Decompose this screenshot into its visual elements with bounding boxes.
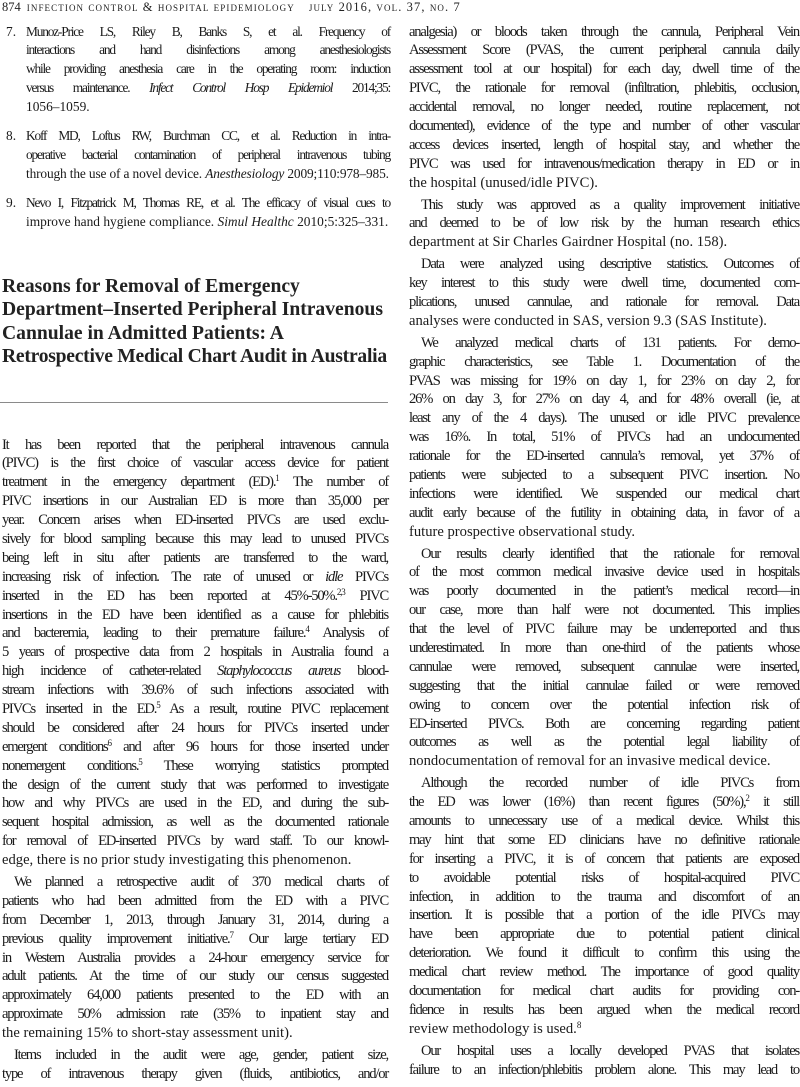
text-line: Reasons for Removal of Emergency (2, 276, 300, 297)
text-line: cannulae were removed, subsequent cannulae were inserted, (409, 658, 799, 675)
citation-superscript: 6 (107, 737, 111, 748)
text-line: documentation for medical chart audits for providing con- (409, 983, 799, 1000)
text-line: deterioration. We found it difficult to confirm this using the (409, 945, 799, 962)
citation-superscript: 2,3 (336, 586, 345, 597)
text-run: blood- (340, 663, 389, 680)
text-line: Cannulae in Admitted Patients: A (2, 322, 284, 344)
text-line: key interest to this study were dwell time, documented com- (409, 275, 799, 292)
text-line: future prospective observational study. (409, 523, 636, 540)
text-line: plications, unused cannulae, and rationale for removal. Data (409, 293, 799, 310)
text-line: medical chart review method. The importance of good quality (409, 964, 799, 981)
paragraph (409, 1042, 799, 1080)
text-line: for removal of ED-inserted PIVCs by ward staff. To our knowl- (2, 833, 388, 850)
text-line: that the level of PIVC failure may be underreported and thus (409, 621, 799, 638)
text-line: edge, there is no prior study investigating this phenomenon. (2, 852, 352, 869)
text-run: versus maintenance. (26, 80, 150, 96)
italic-text: Staphylococcus aureus (217, 663, 341, 680)
text-line: infection, in addition to the trauma and discomfort of an (409, 888, 799, 905)
text-line: adult patients. At the time of our study our census suggested (2, 968, 388, 985)
text-run: These worrying statistics prompted (141, 757, 388, 774)
text-run: high incidence of catheter-related (2, 663, 218, 680)
text-line: ED-inserted PIVCs. Both are concerning regarding patient (409, 715, 799, 732)
text-line: PIVC was used for intravenous/medication therapy in ED or in (409, 155, 799, 172)
reference-item (4, 23, 390, 117)
italic-text: Simul Healthc (217, 213, 294, 229)
text-line: the remaining 15% to short-stay assessment unit). (2, 1025, 293, 1042)
left-column-body (2, 436, 388, 1087)
text-line: Our hospital uses a locally developed PVAS that isolates (421, 1042, 799, 1059)
paragraph (2, 873, 388, 1043)
text-line: should be considered after 24 hours for PIVCs inserted under (2, 719, 388, 736)
italic-text: Anesthesiology (205, 165, 285, 181)
text-line (409, 793, 799, 812)
text-run: improve hand hygiene compliance. (26, 213, 218, 229)
reference-item (4, 127, 390, 184)
text-line: sively for blood sampling because this may lead to unused PIVCs (2, 530, 388, 547)
text-line: 5 years of prospective data from 2 hospitals in Australia found a (2, 644, 388, 661)
issue-info: july 2016, vol. 37, no. 7 (308, 0, 461, 14)
citation-superscript: 5 (156, 700, 160, 710)
text-line: PIVC insertions in our Australian ED is more than 35,000 per (2, 493, 388, 510)
text-line: being left in situ after patients are transferred to the ward, (2, 549, 388, 566)
text-line: accidental removal, no longer needed, routine replacement, not (409, 99, 799, 116)
text-run: Our large tertiary ED (232, 930, 388, 947)
text-line (2, 930, 388, 949)
text-line: nondocumentation of removal for an invasive medical device. (409, 753, 771, 770)
text-run: previous quality improvement initiative. (2, 930, 230, 947)
text-line: outcomes as well as the potential legal liability of (409, 734, 799, 751)
text-line: while providing anesthesia care in the operating room: induction (26, 61, 390, 77)
reference-number: 9. (6, 194, 17, 210)
text-line: fidence in results has been argued when the medical record (409, 1001, 799, 1018)
text-line: Retrospective Medical Chart Audit in Australia (2, 345, 387, 367)
text-line: access devices inserted, length of hospital stay, and whether the (409, 136, 799, 153)
text-line: Koff MD, Loftus RW, Burchman CC, et al. Reduction in intra- (26, 127, 390, 143)
text-line: may hint that some ED clinicians have no definitive rationale (409, 831, 799, 848)
text-run: and after 96 hours for those inserted under (110, 738, 388, 755)
text-run: PIVCs inserted in the ED. (2, 700, 157, 717)
text-run: inserted in the ED has been reported at 45%-50%. (2, 587, 337, 604)
paragraph (409, 255, 799, 331)
text-line: Department–Inserted Peripheral Intravenous (2, 299, 383, 321)
text-line: Data were analyzed using descriptive statistics. Outcomes of (421, 256, 799, 273)
text-run: the ED was lower (16%) than recent figures (50%), (409, 794, 746, 811)
text-run: it still (748, 794, 799, 811)
citation-superscript: 8 (576, 1019, 582, 1030)
text-line: to avoidable potential risks of hospital-acquired PIVC (409, 869, 799, 886)
text-line: the hospital (unused/idle PIVC). (409, 174, 598, 191)
text-line: have been appropriate due to potential patient clinical (409, 926, 799, 943)
article-title (2, 275, 388, 368)
text-line: documented), evidence of the type and number of other vascular (409, 117, 799, 134)
text-line: department at Sir Charles Gairdner Hospital (no. 158). (409, 234, 728, 251)
text-run: 2009;110:978–985. (284, 165, 389, 181)
text-line: assessment tool at our hospital) for each day, dwell time of the (409, 61, 799, 78)
page-number: 874 (2, 0, 21, 14)
italic-text: idle (325, 568, 343, 585)
paragraph (409, 23, 799, 193)
text-line (2, 568, 388, 587)
paragraph (2, 436, 388, 870)
text-line: analyses were conducted in SAS, version 9.3 (SAS Institute). (409, 312, 767, 329)
text-line: 1056–1059. (26, 99, 90, 115)
text-run: 2010;5:325–331. (293, 213, 389, 229)
text-line: 26% on day 3, for 27% on day 4, and for 48% overall (ie, at (409, 391, 799, 408)
text-line: and deemed to be of low risk by the human research ethics (409, 215, 799, 232)
text-line: underestimated. In more than one-third of the patients whose (409, 640, 799, 656)
text-line (2, 662, 388, 681)
text-line: patients who had been admitted from the ED with a PIVC (2, 892, 388, 909)
text-line: approximate 50% admission rate (35% to inpatient stay and (2, 1006, 388, 1023)
text-line: rationale for the ED-inserted cannula’s removal, yet 37% of (409, 448, 799, 465)
text-line (2, 624, 388, 643)
text-line: insertions in the ED have been identified as a cause for phlebitis (2, 606, 388, 623)
text-line: failure to an infection/phlebitis problem alone. This may lead to (409, 1061, 799, 1078)
journal-name: infection control & hospital epidemiology (26, 0, 295, 14)
text-line: the design of the current study that was performed to investigate (2, 776, 388, 793)
text-line: owing to concern over the potential infection risk of (409, 696, 799, 713)
text-run: treatment in the emergency department (ED). (2, 474, 276, 491)
text-line: of the most common medical invasive device used in hospitals (409, 564, 799, 581)
text-line: audit early because of the futility in obtaining data, in favor of a (409, 504, 799, 521)
text-run: As a result, routine PIVC replacement (159, 700, 388, 717)
text-run: 2014;35: (332, 80, 390, 96)
text-line (2, 700, 388, 719)
text-line: This study was approved as a quality improvement initiative (421, 196, 799, 213)
text-line: It has been reported that the peripheral intravenous cannula (2, 436, 388, 453)
text-run: increasing risk of infection. The rate of unused or (2, 568, 326, 585)
text-line: Munoz-Price LS, Riley B, Banks S, et al. Frequency of (26, 23, 390, 39)
text-line: graphic characteristics, see Table 1. Documentation of the (409, 353, 799, 370)
text-line: We planned a retrospective audit of 370 medical charts of (14, 873, 388, 890)
text-run: The number of (278, 474, 388, 491)
text-line: analgesia) or bloods taken through the cannula, Peripheral Vein (409, 23, 799, 40)
text-line: patients were subjected to a subsequent PIVC insertion. No (409, 466, 799, 483)
text-line: infections were identified. We suspended our medical chart (409, 485, 799, 502)
citation-superscript: 5 (138, 756, 142, 767)
text-line: Items included in the audit were age, gender, patient size, (14, 1047, 388, 1063)
text-line: for inserting a PIVC, it is of concern that patients are exposed (409, 850, 799, 867)
paragraph (2, 1046, 388, 1084)
text-line (26, 213, 390, 232)
text-run: and bacteremia, leading to their premature failure. (2, 625, 306, 642)
text-line: interactions and hand disinfections among anesthesiologists (26, 42, 390, 58)
text-line (2, 473, 388, 492)
reference-list (4, 23, 390, 242)
text-run: nonemergent conditions. (2, 757, 139, 774)
text-line (2, 738, 388, 757)
text-line: Our results clearly identified that the rationale for removal (421, 545, 799, 562)
text-run: PIVC (344, 587, 388, 604)
citation-superscript: 7 (229, 929, 233, 940)
reference-item (4, 194, 390, 232)
text-line: Although the recorded number of idle PIVCs from (421, 775, 799, 792)
text-run: through the use of a novel device. (26, 165, 206, 181)
text-line: type of intravenous therapy given (fluids, antibiotics, and/or (2, 1065, 388, 1082)
text-line: least any of the 4 days). The unused or idle PIVC prevalence (409, 410, 799, 427)
text-line: stream infections with 39.6% of such infections associated with (2, 682, 388, 699)
text-line: (PIVC) is the first choice of vascular access device for patient (2, 455, 388, 472)
text-run: review methodology is used. (409, 1020, 577, 1037)
text-line: was poorly documented in the patient’s medical record—in (409, 583, 799, 600)
text-line: sequent hospital admission, as well as the documented rationale (2, 814, 388, 831)
paragraph (409, 196, 799, 253)
text-line (409, 1020, 799, 1039)
running-header (2, 0, 461, 14)
text-line (26, 165, 390, 184)
text-line: year. Concern arises when ED-inserted PIVCs are used exclu- (2, 512, 388, 529)
paragraph (409, 334, 799, 542)
paragraph (409, 545, 799, 772)
citation-superscript: 2 (745, 793, 749, 804)
text-line: Nevo I, Fitzpatrick M, Thomas RE, et al. The efficacy of visual cues to (26, 194, 390, 210)
text-run: PIVCs (342, 568, 388, 585)
right-column-body (409, 23, 799, 1083)
text-run: emergent conditions (2, 738, 108, 755)
text-line: Assessment Score (PVAS, the current peripheral cannula daily (409, 42, 799, 59)
text-line (26, 79, 390, 98)
text-line: approximately 64,000 patients presented to the ED with an (2, 987, 388, 1004)
reference-number: 7. (6, 23, 17, 39)
text-line: in Western Australia provides a 24-hour emergency service for (2, 949, 388, 966)
text-line: We analyzed medical charts of 131 patients. For demo- (421, 334, 799, 351)
text-line: how and why PIVCs are used in the ED, and during the sub- (2, 795, 388, 812)
text-line: was 16%. In total, 51% of PIVCs had an undocumented (409, 429, 799, 446)
citation-superscript: 4 (305, 624, 309, 635)
text-line: PVAS was missing for 19% on day 1, for 23% on day 2, for (409, 372, 799, 389)
italic-text: Infect Control Hosp Epidemiol (149, 80, 333, 96)
text-line: operative bacterial contamination of peripheral intravenous tubing (26, 146, 390, 162)
paragraph (409, 774, 799, 1038)
text-line: insertion. It is possible that a portion of the idle PIVCs may (409, 907, 799, 924)
text-line: our case, more than half were not documented. This implies (409, 602, 799, 619)
text-line: PIVC, the rationale for removal (infiltration, phlebitis, occlusion, (409, 80, 799, 97)
reference-number: 8. (6, 127, 17, 143)
text-line (2, 587, 388, 606)
text-line: suggesting that the initial cannulae failed or were removed (409, 677, 799, 694)
citation-superscript: 1 (275, 473, 279, 484)
text-line (2, 757, 388, 776)
title-divider (0, 402, 388, 403)
text-run: Analysis of (308, 625, 388, 642)
text-line: amounts to unnecessary use of a medical device. Whilst this (409, 813, 799, 830)
text-line: from December 1, 2013, through January 31, 2014, during a (2, 911, 388, 928)
